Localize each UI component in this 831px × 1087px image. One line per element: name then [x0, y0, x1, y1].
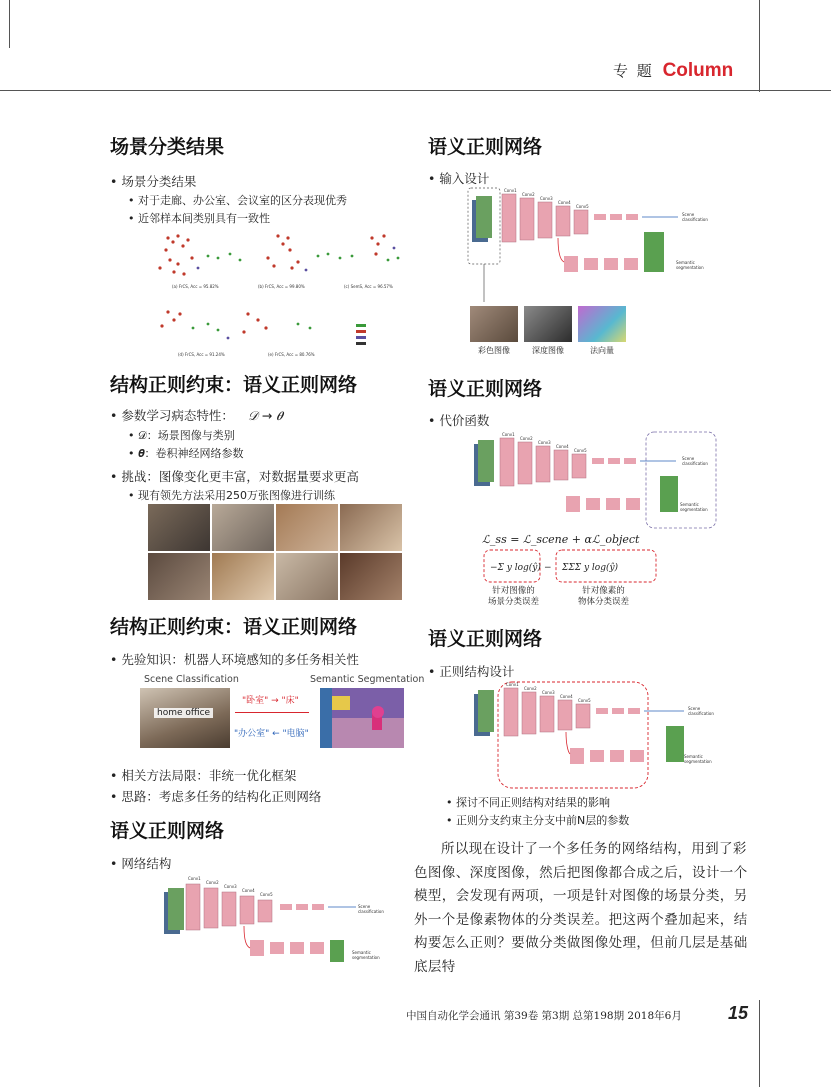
svg-text:(d) FrCS, Acc = 91.24%: (d) FrCS, Acc = 91.24%	[178, 352, 225, 357]
left-s4-title: 语义正则网络	[110, 820, 225, 842]
top-rule-vertical-left	[9, 0, 10, 48]
svg-text:Scene: Scene	[682, 456, 695, 461]
bedroom-photo-3	[276, 504, 338, 551]
right-s3-b1: • 正则结构设计	[428, 664, 515, 679]
svg-text:Semantic: Semantic	[684, 754, 703, 759]
office-photo	[140, 688, 230, 748]
svg-text:Conv4: Conv4	[556, 444, 569, 449]
cost-note-object-l2: 物体分类误差	[578, 597, 630, 607]
svg-text:Conv3: Conv3	[540, 196, 553, 201]
svg-text:Conv3: Conv3	[542, 690, 555, 695]
svg-text:classification: classification	[682, 461, 708, 466]
svg-text:Conv4: Conv4	[558, 200, 571, 205]
svg-text:Conv2: Conv2	[206, 880, 219, 885]
left-s2-b1a: • 𝒟：场景图像与类别	[128, 429, 235, 442]
network-diagram-regularization	[470, 680, 720, 792]
svg-text:Conv4: Conv4	[242, 888, 255, 893]
svg-text:Conv1: Conv1	[504, 188, 517, 193]
left-s2-title: 结构正则约束：语义正则网络	[110, 374, 358, 396]
left-s1-b1: • 场景分类结果	[110, 174, 197, 189]
svg-text:Conv1: Conv1	[506, 682, 519, 687]
bottom-rule-vertical	[759, 1000, 760, 1087]
right-s3-title: 语义正则网络	[428, 628, 543, 650]
right-s3-n1: • 探讨不同正则结构对结果的影响	[446, 796, 610, 809]
color-image-thumb	[470, 306, 518, 342]
depth-image-thumb	[524, 306, 572, 342]
relation-line-2: "办公室" ← "电脑"	[234, 729, 309, 739]
svg-text:Scene: Scene	[688, 706, 701, 711]
cost-note-object	[578, 586, 629, 608]
header-rule	[0, 90, 831, 91]
caption-color-image: 彩色图像	[478, 346, 510, 355]
svg-text:segmentation: segmentation	[680, 507, 708, 512]
left-s3-title: 结构正则约束：语义正则网络	[110, 616, 358, 638]
left-s2-b1-line	[110, 406, 283, 424]
svg-text:(a) FrCS, Acc = 95.82%: (a) FrCS, Acc = 95.82%	[172, 284, 219, 289]
footer-journal: 中国自动化学会通讯 第39卷 第3期 总第198期 2018年6月	[406, 1010, 682, 1022]
bedroom-photo-7	[276, 553, 338, 600]
caption-normal-vector: 法向量	[590, 346, 614, 355]
normal-image-thumb	[578, 306, 626, 342]
svg-text:Conv1: Conv1	[502, 432, 515, 437]
svg-text:Conv2: Conv2	[520, 436, 533, 441]
left-s1-b1a: • 对于走廊、办公室、会议室的区分表现优秀	[128, 194, 347, 207]
left-s2-b1: • 参数学习病态特性：	[110, 408, 234, 423]
left-s3-b3: • 思路：考虑多任务的结构化正则网络	[110, 789, 322, 804]
svg-text:Conv5: Conv5	[574, 448, 587, 453]
left-s2-b1b: • 𝜽：卷积神经网络参数	[128, 447, 244, 460]
relation-arrow-right	[235, 712, 309, 713]
left-s3-b1: • 先验知识：机器人环境感知的多任务相关性	[110, 652, 359, 667]
segmentation-image	[320, 688, 404, 748]
cost-note-object-l1: 针对像素的	[582, 586, 625, 596]
network-diagram-input	[464, 186, 708, 306]
svg-text:Scene: Scene	[358, 904, 371, 909]
bedroom-photo-2	[212, 504, 274, 551]
svg-text:Conv2: Conv2	[524, 686, 537, 691]
left-s1-title: 场景分类结果	[110, 136, 225, 158]
home-office-tag: home office	[154, 708, 213, 718]
svg-text:−: −	[544, 563, 552, 573]
right-s1-title: 语义正则网络	[428, 136, 543, 158]
svg-text:Conv1: Conv1	[188, 876, 201, 881]
footer-page-number: 15	[728, 1003, 749, 1023]
svg-text:Scene: Scene	[682, 212, 695, 217]
right-s2-title: 语义正则网络	[428, 378, 543, 400]
svg-text:−Σ y log(ŷ): −Σ y log(ŷ)	[490, 563, 541, 573]
cost-note-scene-l2: 场景分类误差	[488, 597, 540, 607]
header-label	[613, 60, 733, 82]
right-s3-n2: • 正则分支约束主分支中前N层的参数	[446, 814, 630, 827]
bedroom-photo-1	[148, 504, 210, 551]
svg-text:Conv5: Conv5	[260, 892, 273, 897]
caption-depth-image: 深度图像	[532, 346, 564, 355]
right-s2-b1: • 代价函数	[428, 413, 490, 428]
cost-terms-boxes	[482, 548, 662, 584]
svg-text:classification: classification	[688, 711, 714, 716]
fig-scene-classification-label: Scene Classification	[144, 674, 239, 685]
left-s3-b2: • 相关方法局限：非统一优化框架	[110, 768, 297, 783]
svg-text:Conv3: Conv3	[538, 440, 551, 445]
svg-text:classification: classification	[358, 909, 384, 914]
fig-semantic-segmentation-label: Semantic Segmentation	[310, 674, 425, 685]
left-s4-b1: • 网络结构	[110, 856, 172, 871]
svg-text:(e) FrCS, Acc = 80.76%: (e) FrCS, Acc = 80.76%	[268, 352, 315, 357]
left-s2-b2a: • 现有领先方法采用250万张图像进行训练	[128, 489, 335, 502]
header-label-cn: 专 题	[613, 62, 654, 80]
cost-note-scene-l1: 针对图像的	[492, 586, 535, 596]
bedroom-photo-4	[340, 504, 402, 551]
top-rule-vertical-right	[759, 0, 760, 92]
svg-text:(b) FrCS, Acc = 99.80%: (b) FrCS, Acc = 99.80%	[258, 284, 305, 289]
svg-text:(c) SemS, Acc = 96.57%: (c) SemS, Acc = 96.57%	[344, 284, 393, 289]
svg-text:Semantic: Semantic	[352, 950, 371, 955]
svg-text:Conv5: Conv5	[578, 698, 591, 703]
left-s1-b1b: • 近邻样本间类别具有一致性	[128, 212, 270, 225]
svg-text:Semantic: Semantic	[680, 502, 699, 507]
svg-text:Semantic: Semantic	[676, 260, 695, 265]
svg-text:segmentation: segmentation	[676, 265, 704, 270]
svg-text:Conv5: Conv5	[576, 204, 589, 209]
cost-note-scene	[488, 586, 539, 608]
header-label-en: Column	[662, 60, 734, 81]
svg-text:Conv4: Conv4	[560, 694, 573, 699]
relation-line-1: "卧室" → "床"	[242, 696, 299, 706]
svg-text:ΣΣΣ y log(ŷ): ΣΣΣ y log(ŷ)	[562, 563, 619, 573]
svg-text:segmentation: segmentation	[352, 955, 380, 960]
bedroom-photo-5	[148, 553, 210, 600]
svg-text:segmentation: segmentation	[684, 759, 712, 764]
svg-text:Conv2: Conv2	[522, 192, 535, 197]
bedroom-photo-8	[340, 553, 402, 600]
left-s2-b2: • 挑战：图像变化更丰富，对数据量要求更高	[110, 469, 359, 484]
network-diagram-cost	[470, 430, 720, 530]
network-diagram-left	[160, 870, 400, 980]
svg-text:classification: classification	[682, 217, 708, 222]
body-paragraph: 所以现在设计了一个多任务的网络结构，用到了彩色图像、深度图像，然后把图像都合成之后，设计一个模型，会发现有两项，一项是针对图像的场景分类，另外一个是像素物体的分类误差。把这两个叠加起来，结构要怎么正则？要做分类做图像处理，但前几层是基础底层特	[414, 841, 748, 975]
cost-formula: ℒ_ss = ℒ_scene + αℒ_object	[482, 533, 640, 546]
right-s1-b1: • 输入设计	[428, 171, 490, 186]
scene-cluster-figure	[148, 228, 418, 360]
left-s2-b1-formula: 𝒟 → 𝜽	[247, 408, 283, 423]
bedroom-photo-6	[212, 553, 274, 600]
svg-text:Conv3: Conv3	[224, 884, 237, 889]
